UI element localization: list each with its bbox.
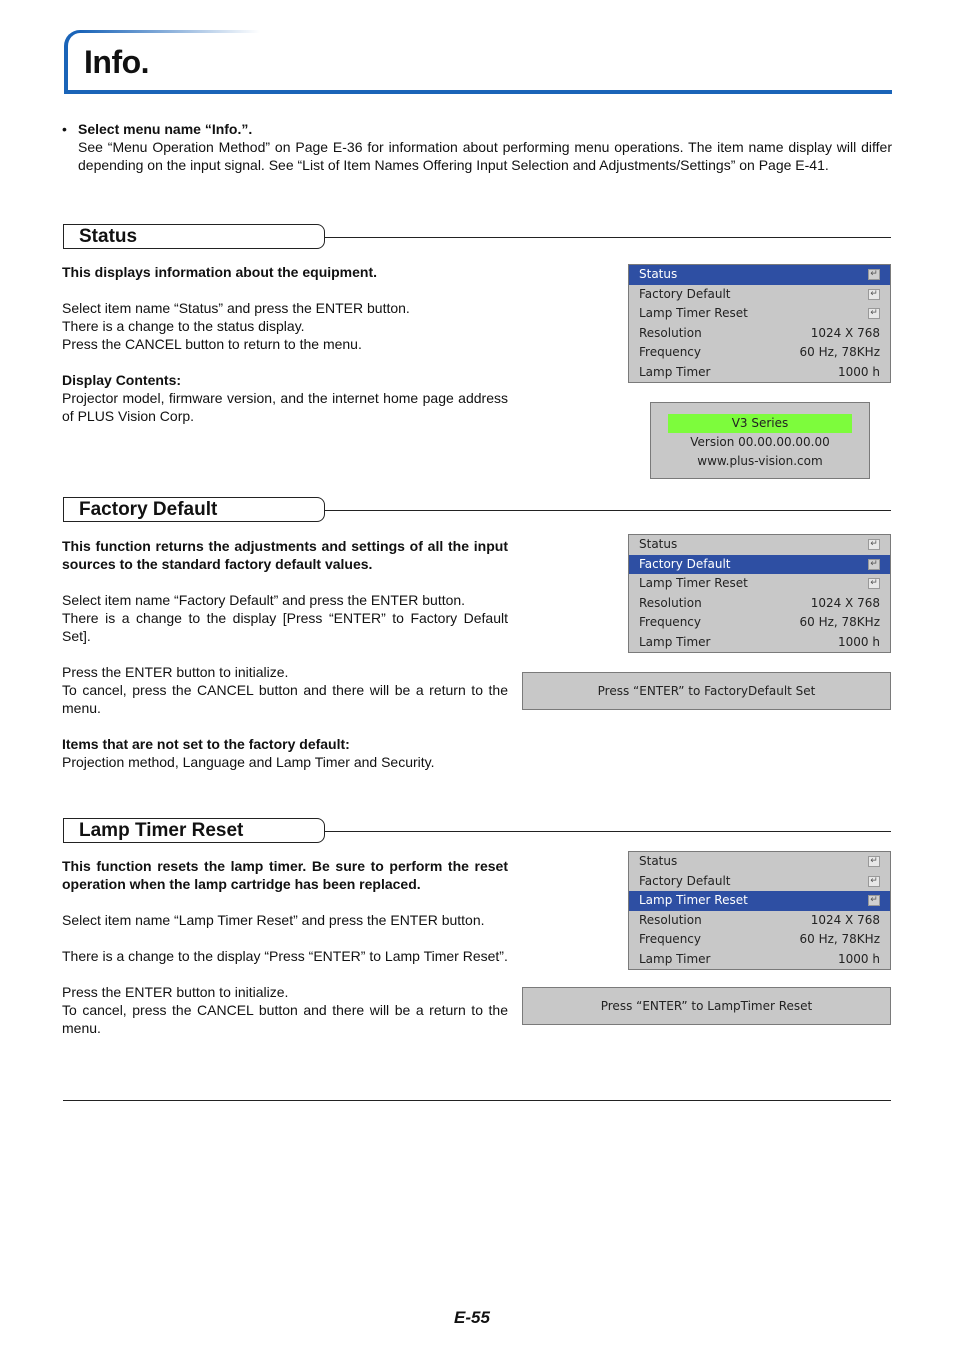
enter-icon: ↵	[868, 289, 880, 300]
osd-item-resolution: Resolution 1024 X 768	[639, 912, 880, 927]
model-series: V3 Series	[668, 414, 852, 433]
page-number: E-55	[454, 1308, 490, 1327]
homepage-url: www.plus-vision.com	[697, 454, 823, 468]
osd-item-status[interactable]: Status ↵	[629, 265, 890, 285]
osd-item-lamp-timer: Lamp Timer 1000 h	[639, 634, 880, 649]
section-header-factory-default: Factory Default	[63, 497, 325, 522]
factory-default-lead: This function returns the adjustments and settings of all the input sources to the standard factory default values.	[62, 538, 508, 572]
osd-menu-status	[628, 264, 891, 383]
lamp-timer-reset-lead: This function resets the lamp timer. Be sure to perform the reset operation when the lamp cartridge has been replaced.	[62, 858, 508, 892]
intro-body: See “Menu Operation Method” on Page E-36 for information about performing menu operations. The item name display will differ depending on the input signal. See “List of Item Names Offering Input Selection and Adjustments/Settings” on Page E-41.	[78, 139, 892, 173]
section-header-lamp-timer-reset: Lamp Timer Reset	[63, 818, 325, 843]
enter-icon: ↵	[868, 269, 880, 280]
section-rule	[325, 237, 891, 238]
osd-item-frequency: Frequency 60 Hz, 78KHz	[639, 615, 880, 629]
enter-icon: ↵	[868, 578, 880, 589]
title-frame-fade	[80, 30, 260, 33]
status-lead: This displays information about the equipment.	[62, 264, 378, 280]
lamp-timer-reset-p3: Press the ENTER button to initialize.	[62, 984, 289, 1000]
osd-item-status[interactable]: Status ↵	[629, 852, 890, 872]
osd-menu-factory-default	[628, 534, 891, 653]
lamp-timer-reset-prompt: Press “ENTER” to LampTimer Reset	[522, 987, 891, 1025]
enter-icon: ↵	[868, 876, 880, 887]
lamp-timer-reset-text	[62, 857, 508, 1037]
status-text	[62, 263, 508, 425]
title-frame	[64, 30, 892, 94]
intro-heading: Select menu name “Info.”.	[78, 121, 253, 137]
osd-item-factory-default[interactable]: Factory Default ↵	[629, 285, 890, 305]
lamp-timer-reset-p2: There is a change to the display “Press “ENTER” to Lamp Timer Reset”.	[62, 948, 508, 964]
factory-default-text	[62, 537, 508, 771]
osd-item-resolution: Resolution 1024 X 768	[639, 325, 880, 340]
osd-menu-lamp-timer-reset	[628, 851, 891, 970]
enter-icon: ↵	[868, 856, 880, 867]
page-title: Info.	[84, 44, 150, 80]
osd-item-frequency: Frequency 60 Hz, 78KHz	[639, 932, 880, 946]
enter-icon: ↵	[868, 308, 880, 319]
factory-default-prompt: Press “ENTER” to FactoryDefault Set	[522, 672, 891, 710]
osd-item-lamp-timer: Lamp Timer 1000 h	[639, 364, 880, 379]
factory-default-p3: Press the ENTER button to initialize.	[62, 664, 289, 680]
status-info-display	[650, 402, 870, 479]
factory-default-p1: Select item name “Factory Default” and press the ENTER button.	[62, 592, 466, 608]
osd-item-status[interactable]: Status ↵	[629, 535, 890, 555]
osd-item-frequency: Frequency 60 Hz, 78KHz	[639, 345, 880, 359]
osd-item-resolution: Resolution 1024 X 768	[639, 595, 880, 610]
osd-item-lamp-timer-reset[interactable]: Lamp Timer Reset ↵	[629, 304, 890, 324]
status-contents-heading: Display Contents:	[62, 372, 182, 388]
factory-default-p4: To cancel, press the CANCEL button and there will be a return to the menu.	[62, 682, 508, 716]
firmware-version: Version 00.00.00.00.00	[690, 435, 830, 449]
status-p2: There is a change to the status display.	[62, 318, 305, 334]
footer-rule	[63, 1100, 891, 1101]
enter-icon: ↵	[868, 539, 880, 550]
status-p3: Press the CANCEL button to return to the menu.	[62, 336, 362, 352]
section-rule	[325, 510, 891, 511]
section-header-status: Status	[63, 224, 325, 249]
enter-icon: ↵	[868, 895, 880, 906]
factory-default-not-set-body: Projection method, Language and Lamp Timer and Security.	[62, 754, 435, 770]
bullet: •	[62, 121, 67, 137]
lamp-timer-reset-p1: Select item name “Lamp Timer Reset” and press the ENTER button.	[62, 912, 485, 928]
status-contents-body: Projector model, firmware version, and the internet home page address of PLUS Vision Corp.	[62, 390, 508, 424]
osd-item-lamp-timer-reset[interactable]: Lamp Timer Reset ↵	[629, 891, 890, 911]
factory-default-not-set-heading: Items that are not set to the factory default:	[62, 736, 350, 752]
section-rule	[325, 831, 891, 832]
intro	[62, 120, 892, 174]
osd-item-lamp-timer-reset[interactable]: Lamp Timer Reset ↵	[629, 574, 890, 594]
factory-default-p2: There is a change to the display [Press “ENTER” to Factory Default Set].	[62, 610, 508, 644]
osd-item-factory-default[interactable]: Factory Default ↵	[629, 872, 890, 892]
lamp-timer-reset-p4: To cancel, press the CANCEL button and there will be a return to the menu.	[62, 1002, 508, 1036]
enter-icon: ↵	[868, 559, 880, 570]
osd-item-lamp-timer: Lamp Timer 1000 h	[639, 951, 880, 966]
status-p1: Select item name “Status” and press the ENTER button.	[62, 300, 410, 316]
osd-item-factory-default[interactable]: Factory Default ↵	[629, 555, 890, 575]
